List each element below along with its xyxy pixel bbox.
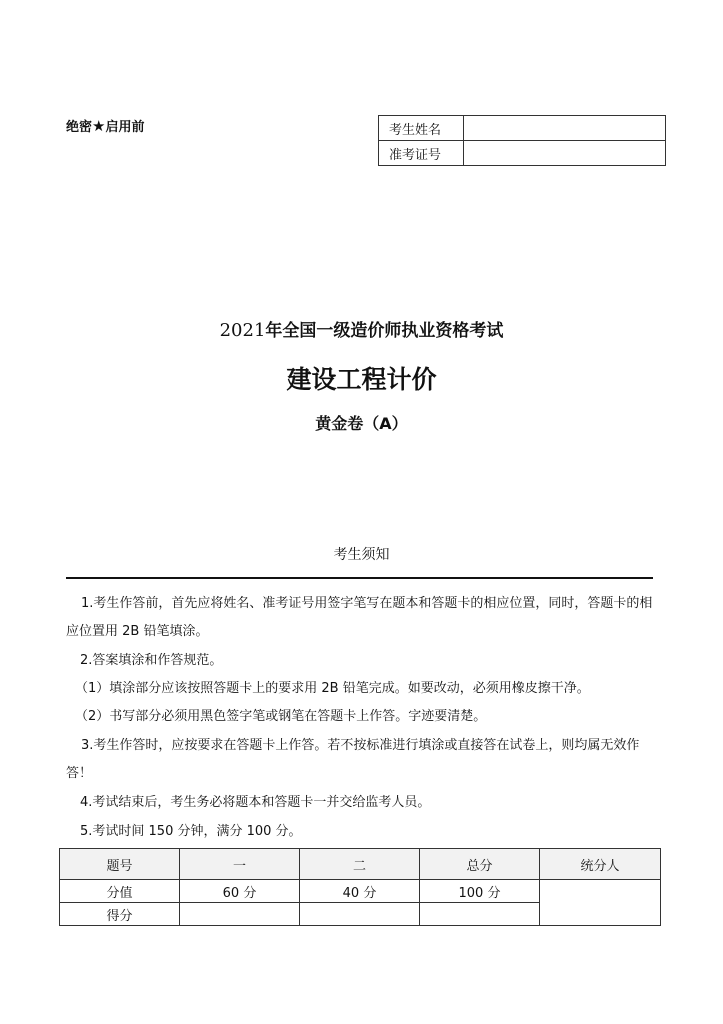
divider: [66, 577, 653, 579]
candidate-name-label: 考生姓名: [379, 116, 464, 141]
candidate-name-field[interactable]: [464, 116, 666, 141]
score-label: 得分: [60, 903, 180, 926]
points-row: [60, 880, 661, 903]
confidential-mark: [66, 116, 144, 135]
notice-item-3: 3.考生作答时，应按要求在答题卡上作答。若不按标准进行填涂或直接答在试卷上，则均属无效作答！: [66, 738, 640, 781]
header-scorer: 统分人: [540, 849, 661, 880]
points-total: 100 分: [420, 880, 540, 903]
notice-item-4: 4.考试结束后，考生务必将题本和答题卡一并交给监考人员。: [80, 795, 431, 810]
score-part-1[interactable]: [180, 903, 300, 926]
secret-prefix: 绝密: [66, 120, 93, 135]
score-total[interactable]: [420, 903, 540, 926]
candidate-id-row: [379, 141, 666, 166]
candidate-id-label: 准考证号: [379, 141, 464, 166]
star-icon: ★: [92, 117, 106, 135]
header-part-2: 二: [300, 849, 420, 880]
header-total: 总分: [420, 849, 540, 880]
score-header-row: [60, 849, 661, 880]
exam-name: 年全国一级造价师执业资格考试: [265, 321, 504, 341]
paper-title: 黄金卷（A）: [315, 414, 408, 433]
points-part-2: 40 分: [300, 880, 420, 903]
notice-item-5: 5.考试时间 150 分钟，满分 100 分。: [80, 824, 302, 839]
notice-item-2-2: （2）书写部分必须用黑色签字笔或钢笔在答题卡上作答。字迹要清楚。: [75, 709, 487, 724]
candidate-info-table: [378, 115, 666, 166]
notice-item-2: 2.答案填涂和作答规范。: [80, 653, 223, 668]
score-part-2[interactable]: [300, 903, 420, 926]
header-part-1: 一: [180, 849, 300, 880]
score-table: [59, 848, 661, 926]
subject-title: 建设工程计价: [286, 365, 437, 394]
scorer-cell[interactable]: [540, 880, 661, 926]
notice-item-1: 1.考生作答前，首先应将姓名、准考证号用签字笔写在题本和答题卡的相应位置，同时，答题卡的相应位置用 2B 铅笔填涂。: [66, 596, 653, 639]
candidate-name-row: [379, 116, 666, 141]
header-question-no: 题号: [60, 849, 180, 880]
points-part-1: 60 分: [180, 880, 300, 903]
points-label: 分值: [60, 880, 180, 903]
secret-suffix: 启用前: [105, 120, 145, 135]
notice-item-2-1: （1）填涂部分应该按照答题卡上的要求用 2B 铅笔完成。如要改动，必须用橡皮擦干净。: [75, 681, 590, 696]
notice-heading: 考生须知: [333, 547, 390, 563]
candidate-id-field[interactable]: [464, 141, 666, 166]
exam-title: [0, 316, 723, 341]
exam-year: 2021: [219, 320, 266, 341]
